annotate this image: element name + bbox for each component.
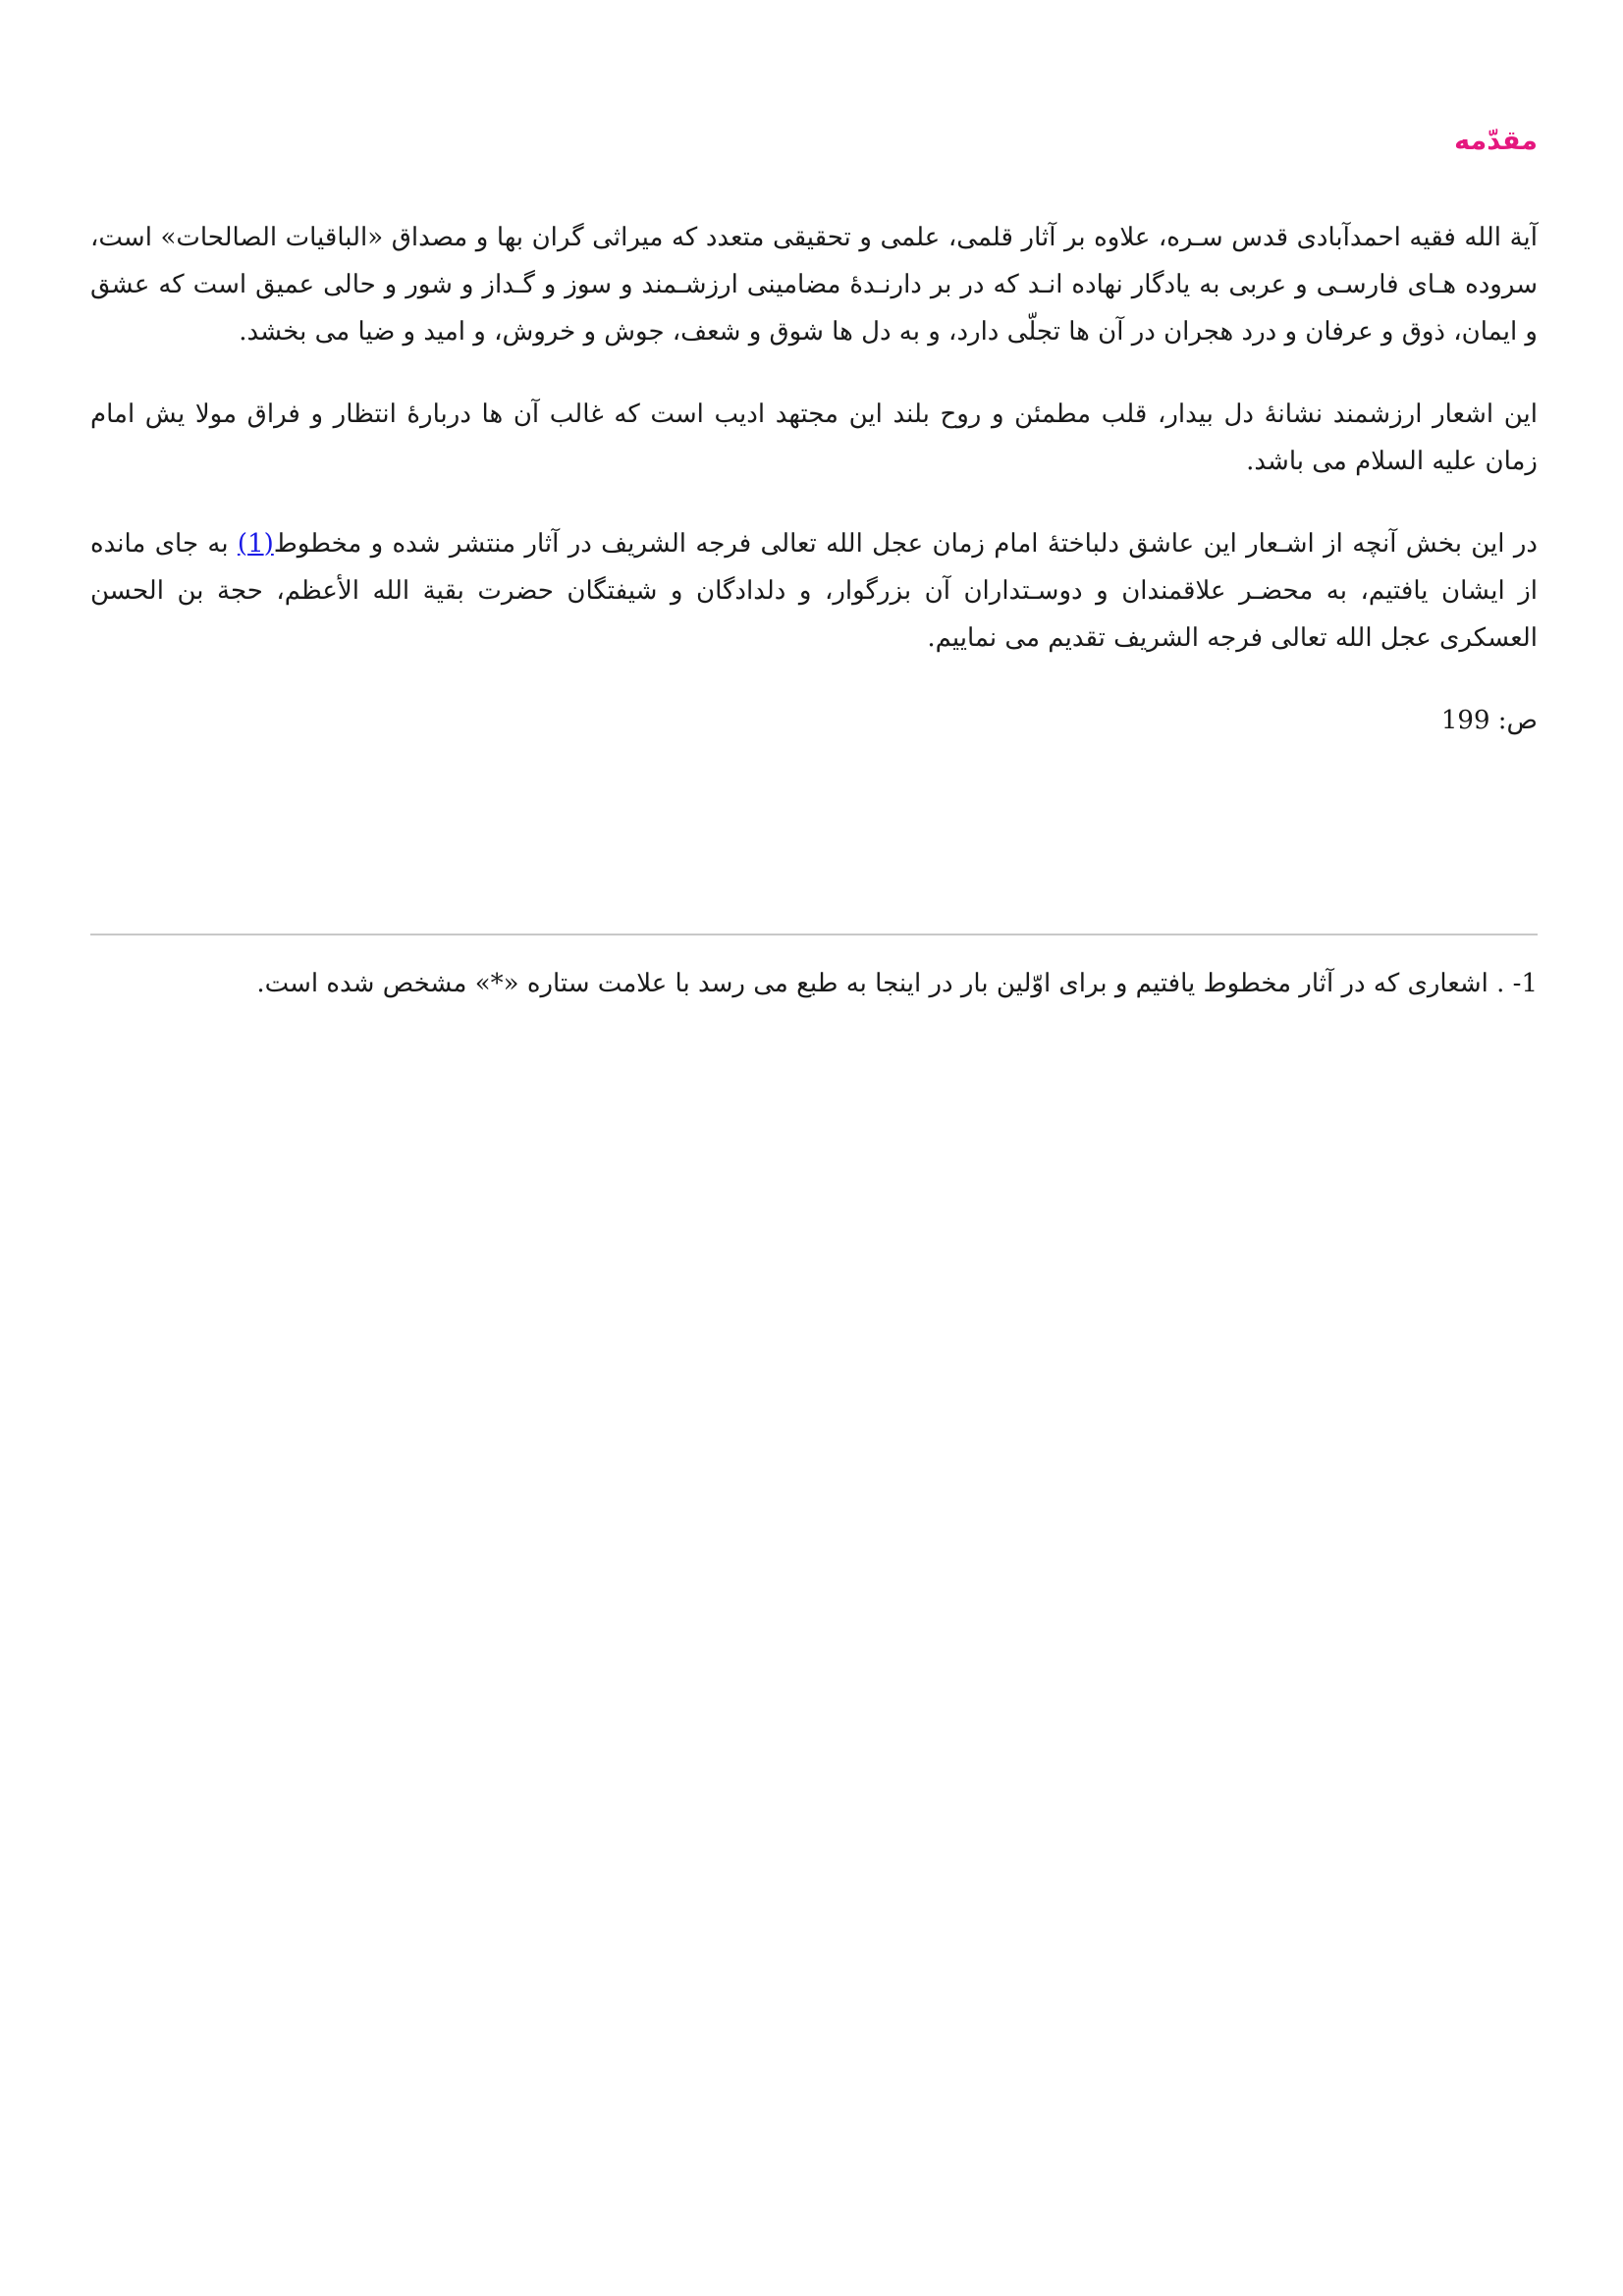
paragraph-intro: آیة الله فقیه احمدآبادی قدس سـره، علاوه بر آثار قلمی، علمی و تحقیقی متعدد که میراثی گران بها و مصداق «الباقیات الصالحات» است، سروده هـای فارسـی و عربی به یادگار نهاده انـد که در بر دارنـدهٔ مضامینی ارزشـمند و سوز و گـداز و شور و حالی عمیق است که عشق و ایمان، ذوق و عرفان و درد هجران در آن ها تجلّی دارد، و به دل ها شوق و شعف، جوش و خروش، و امید و ضیا می بخشد. (90, 223, 1538, 347)
body-text (90, 214, 1538, 744)
section-heading: مقدّمه (1454, 126, 1538, 156)
footnote-divider (90, 934, 1538, 935)
paragraph-section-text-before: در این بخش آنچه از اشـعار این عاشق دلباختهٔ امام زمان عجل الله تعالی فرجه الشریف در آثار منتشر شده و مخطوط (273, 529, 1538, 559)
page-number: ص: 199 (1440, 706, 1538, 735)
paragraph-section (90, 520, 1538, 662)
footnote: 1- . اشعاری که در آثار مخطوط یافتیم و برای اوّلین بار در اینجا به طبع می رسد با علامت ستاره «*» مشخص شده است. (256, 969, 1538, 998)
paragraph-section-text-after: به جای مانده از ایشان یافتیم، به محضـر علاقمندان و دوسـتداران آن بزرگوار، و دلدادگان و شیفتگان حضرت بقیة الله الأعظم، حجة بن الحسن العسکری عجل الله تعالی فرجه الشریف تقدیم می نماییم. (90, 529, 1538, 653)
paragraph-poems: این اشعار ارزشمند نشانهٔ دل بیدار، قلب مطمئن و روح بلند این مجتهد ادیب است که غالب آن ها دربارهٔ انتظار و فراق مولا یش امام زمان علیه السلام می باشد. (90, 400, 1538, 476)
footnote-link[interactable]: (1) (237, 529, 274, 559)
